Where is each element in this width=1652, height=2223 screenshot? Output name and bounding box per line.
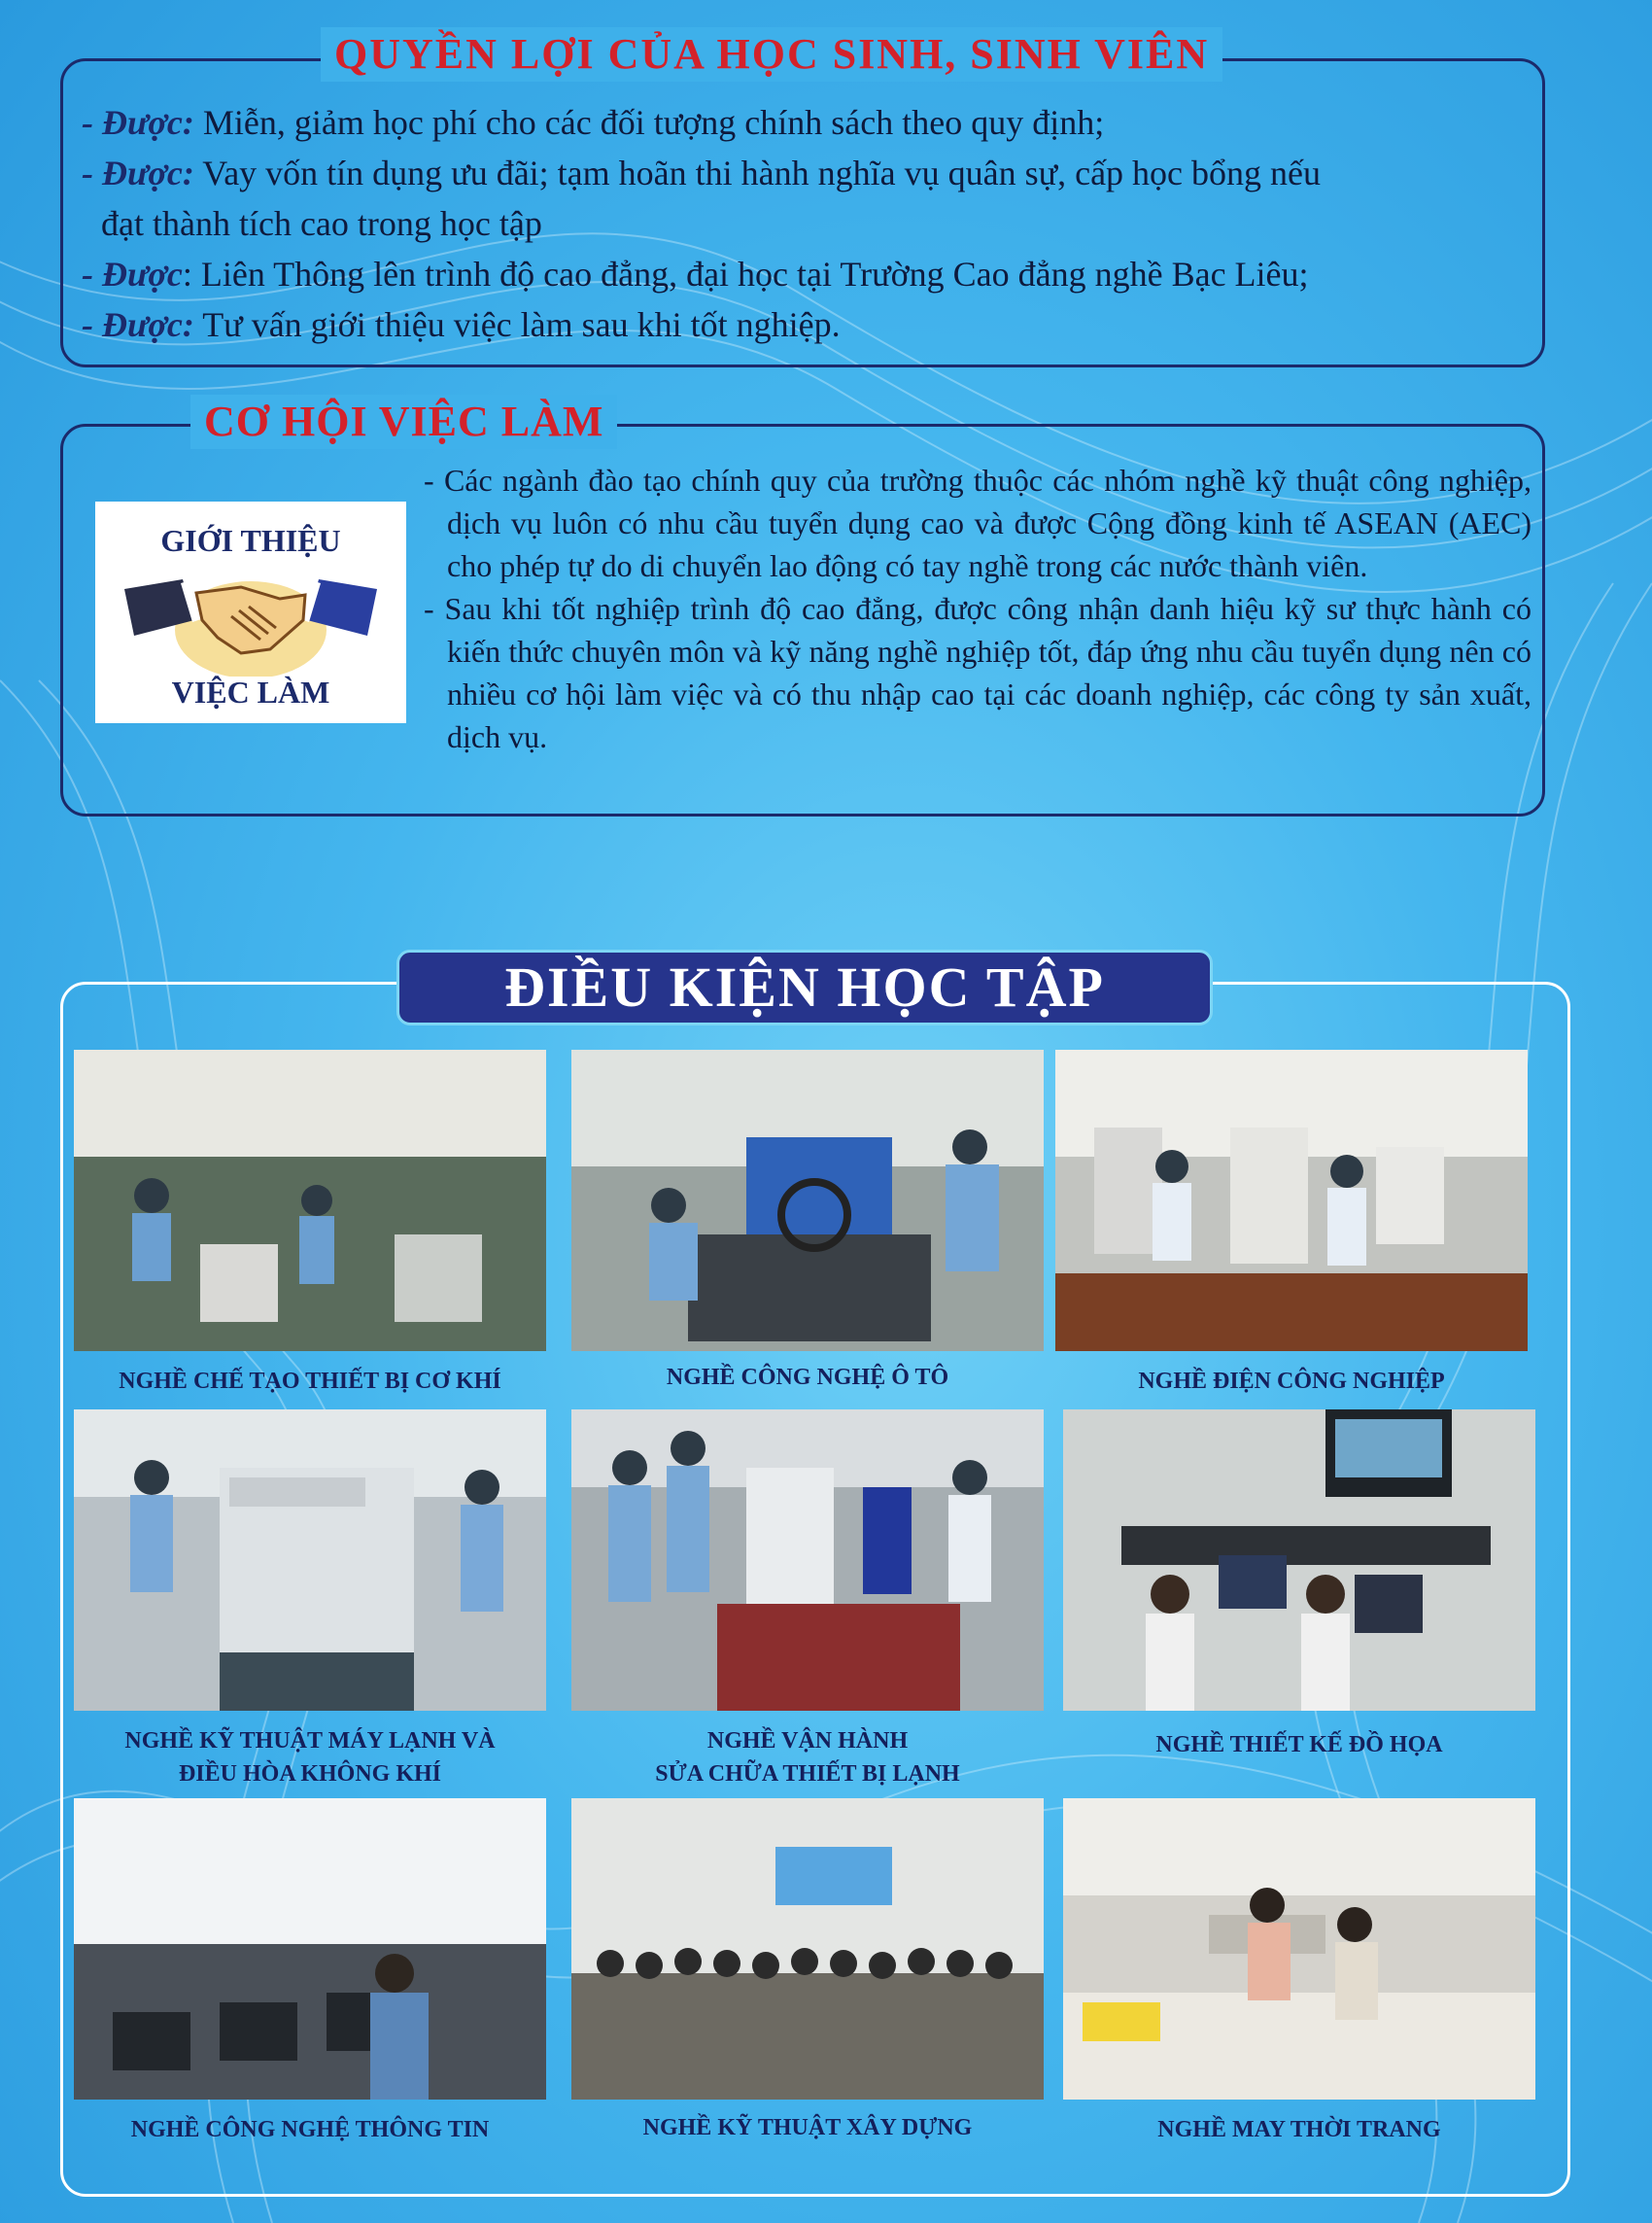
conditions-title: ĐIỀU KIỆN HỌC TẬP	[396, 950, 1213, 1025]
caption-line: SỬA CHỮA THIẾT BỊ LẠNH	[655, 1761, 960, 1787]
logo-line-1: GIỚI THIỆU	[160, 523, 341, 558]
caption-line: NGHỀ VẬN HÀNH	[706, 1728, 909, 1754]
caption-line-1	[74, 1724, 546, 1790]
benefit-item	[82, 97, 1539, 148]
photo-graphic-design-lab	[1063, 1409, 1535, 1711]
photo-air-conditioning-lab	[74, 1409, 546, 1711]
benefit-label: - Được	[82, 255, 183, 294]
benefit-text: : Liên Thông lên trình độ cao đẳng, đại học tại Trường Cao đẳng nghề Bạc Liêu;	[182, 255, 1309, 294]
benefit-text: Miễn, giảm học phí cho các đối tượng chính sách theo quy định;	[193, 103, 1105, 142]
jobs-paragraph: - Sau khi tốt nghiệp trình độ cao đẳng, được công nhận danh hiệu kỹ sư thực hành có kiến thức chuyên môn và kỹ năng nghề nghiệp tốt, đáp ứng nhu cầu tuyển dụng nên có nhiều cơ hội làm việc và có thu nhập cao tại các doanh nghiệp, các công ty sản xuất, dịch vụ.	[424, 591, 1532, 754]
photo-it-lab	[74, 1798, 546, 2100]
photo-fashion-sewing-class	[1063, 1798, 1535, 2100]
job-referral-logo	[95, 502, 406, 723]
jobs-list	[424, 459, 1532, 758]
benefit-item	[82, 249, 1539, 299]
benefit-item	[82, 148, 1539, 249]
benefit-text: Tư vấn giới thiệu việc làm sau khi tốt nghiệp.	[193, 305, 841, 344]
benefit-label: - Được:	[82, 154, 194, 192]
photo-electrical-lab	[1055, 1050, 1528, 1351]
benefit-item	[82, 299, 1539, 350]
caption: NGHỀ MAY THỜI TRANG	[1157, 2117, 1441, 2142]
caption: NGHỀ CÔNG NGHỆ THÔNG TIN	[130, 2117, 490, 2142]
benefit-text-continued: đạt thành tích cao trong học tập	[101, 204, 542, 243]
caption: NGHỀ CHẾ TẠO THIẾT BỊ CƠ KHÍ	[119, 1369, 501, 1394]
caption: NGHỀ CÔNG NGHỆ Ô TÔ	[666, 1365, 949, 1390]
handshake-icon	[124, 560, 377, 677]
photo-mechanical-workshop	[74, 1050, 546, 1351]
caption	[571, 1724, 1044, 1790]
caption: NGHỀ THIẾT KẾ ĐỒ HỌA	[1155, 1732, 1443, 1757]
benefit-text: Vay vốn tín dụng ưu đãi; tạm hoãn thi hành nghĩa vụ quân sự, cấp học bổng nếu	[193, 154, 1322, 192]
benefit-label: - Được:	[82, 305, 194, 344]
jobs-paragraph: - Các ngành đào tạo chính quy của trường thuộc các nhóm nghề kỹ thuật công nghiệp, dịch vụ luôn có nhu cầu tuyển dụng cao và được Cộng đồng kinh tế ASEAN (AEC) cho phép tự do di chuyển lao động có tay nghề trong các nước thành viên.	[424, 463, 1532, 583]
benefits-title: QUYỀN LỢI CỦA HỌC SINH, SINH VIÊN	[321, 27, 1222, 82]
photo-refrigeration-lab	[571, 1409, 1044, 1711]
caption: NGHỀ ĐIỆN CÔNG NGHIỆP	[1138, 1369, 1445, 1394]
caption-line: ĐIỀU HÒA KHÔNG KHÍ	[178, 1761, 442, 1787]
caption: NGHỀ KỸ THUẬT XÂY DỰNG	[642, 2115, 973, 2140]
caption-line: NGHỀ KỸ THUẬT MÁY LẠNH VÀ	[124, 1728, 496, 1754]
photo-construction-class	[571, 1798, 1044, 2100]
jobs-title: CƠ HỘI VIỆC LÀM	[190, 395, 617, 449]
logo-line-2: VIỆC LÀM	[171, 675, 330, 710]
photo-automotive-lab	[571, 1050, 1044, 1351]
benefits-list	[82, 97, 1539, 350]
benefit-label: - Được:	[82, 103, 194, 142]
